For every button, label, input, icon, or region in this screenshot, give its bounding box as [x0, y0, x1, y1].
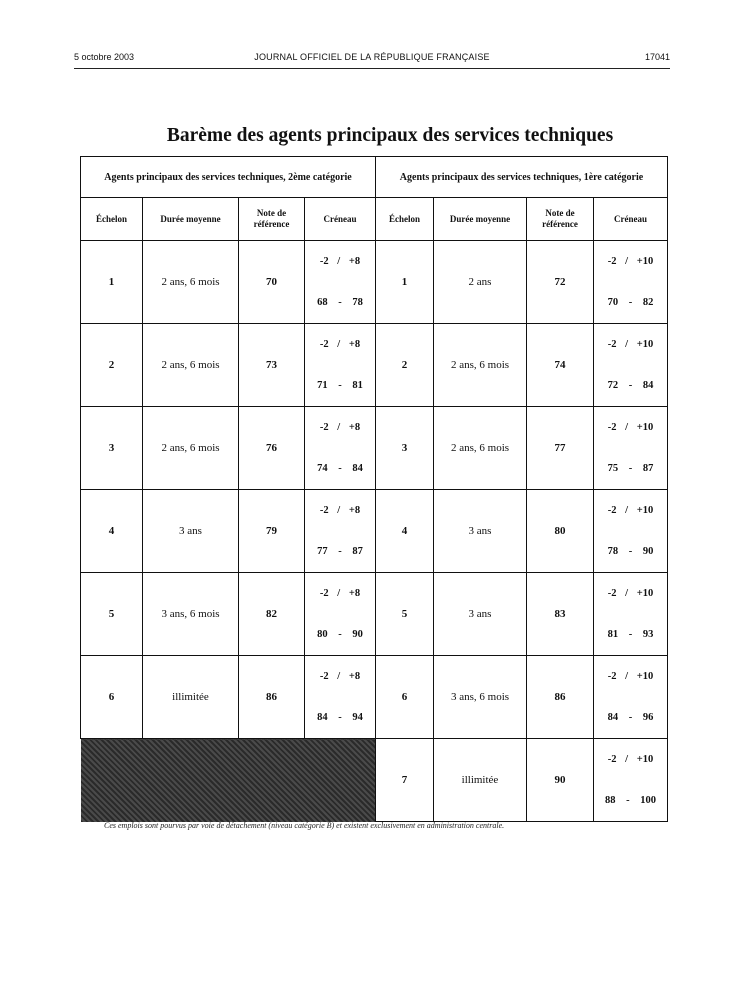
echelon-cell: 5 — [376, 573, 434, 656]
category-row — [81, 157, 668, 198]
note-cell: 82 — [239, 573, 305, 656]
creneau-range: -2 / +8 — [319, 339, 361, 350]
duree-cell: 3 ans — [434, 490, 527, 573]
table-row — [81, 490, 668, 573]
duree-cell: 3 ans — [143, 490, 239, 573]
creneau-range: -2 / +10 — [607, 256, 654, 267]
col-echelon-right: Échelon — [376, 198, 434, 241]
creneau-range: -2 / +10 — [607, 422, 654, 433]
creneau-cell — [594, 573, 668, 656]
creneau-cell — [594, 324, 668, 407]
echelon-cell: 3 — [376, 407, 434, 490]
creneau-bounds: 81 - 93 — [607, 629, 654, 640]
duree-cell: illimitée — [434, 739, 527, 822]
duree-cell: 2 ans, 6 mois — [143, 407, 239, 490]
creneau-cell — [305, 490, 376, 573]
echelon-cell: 6 — [376, 656, 434, 739]
echelon-cell: 6 — [81, 656, 143, 739]
creneau-cell — [305, 573, 376, 656]
creneau-cell — [305, 241, 376, 324]
creneau-bounds: 84 - 94 — [317, 712, 363, 723]
note-cell: 86 — [239, 656, 305, 739]
redacted-block — [81, 739, 376, 822]
category-left: Agents principaux des services techniques, 2ème catégorie — [81, 157, 376, 198]
table-row — [81, 573, 668, 656]
category-right: Agents principaux des services techniques, 1ère catégorie — [376, 157, 668, 198]
duree-cell: 2 ans, 6 mois — [434, 324, 527, 407]
creneau-range: -2 / +8 — [319, 422, 361, 433]
col-duree-right: Durée moyenne — [434, 198, 527, 241]
page-header — [74, 52, 670, 66]
creneau-bounds: 78 - 90 — [607, 546, 654, 557]
column-header-row — [81, 198, 668, 241]
echelon-cell: 1 — [81, 241, 143, 324]
table-row — [81, 241, 668, 324]
creneau-range: -2 / +10 — [607, 505, 654, 516]
duree-cell: 3 ans, 6 mois — [434, 656, 527, 739]
header-journal: JOURNAL OFFICIEL DE LA RÉPUBLIQUE FRANÇAISE — [254, 52, 490, 62]
duree-cell: 2 ans, 6 mois — [434, 407, 527, 490]
header-page-number: 17041 — [644, 52, 670, 62]
header-date: 5 octobre 2003 — [74, 52, 135, 62]
creneau-cell — [305, 324, 376, 407]
creneau-range: -2 / +8 — [319, 671, 361, 682]
note-cell: 73 — [239, 324, 305, 407]
col-note-right: Note de référence — [527, 198, 594, 241]
duree-cell: 2 ans, 6 mois — [143, 241, 239, 324]
creneau-bounds: 71 - 81 — [317, 380, 363, 391]
creneau-cell — [594, 490, 668, 573]
creneau-range: -2 / +10 — [607, 339, 654, 350]
note-cell: 72 — [527, 241, 594, 324]
creneau-bounds: 80 - 90 — [317, 629, 363, 640]
note-cell: 83 — [527, 573, 594, 656]
footnote: Ces emplois sont pourvus par voie de détachement (niveau catégorie B) et existent exclusivement en administration centrale. — [104, 821, 505, 830]
creneau-cell — [594, 656, 668, 739]
note-cell: 77 — [527, 407, 594, 490]
col-creneau-left: Créneau — [305, 198, 376, 241]
note-cell: 86 — [527, 656, 594, 739]
creneau-bounds: 74 - 84 — [317, 463, 363, 474]
bareme-table — [80, 156, 668, 822]
note-cell: 74 — [527, 324, 594, 407]
creneau-bounds: 70 - 82 — [607, 297, 654, 308]
col-creneau-right: Créneau — [594, 198, 668, 241]
note-cell: 79 — [239, 490, 305, 573]
duree-cell: 2 ans, 6 mois — [143, 324, 239, 407]
echelon-cell: 1 — [376, 241, 434, 324]
echelon-cell: 4 — [376, 490, 434, 573]
duree-cell: 3 ans — [434, 573, 527, 656]
echelon-cell: 5 — [81, 573, 143, 656]
duree-cell: 2 ans — [434, 241, 527, 324]
duree-cell: 3 ans, 6 mois — [143, 573, 239, 656]
col-echelon-left: Échelon — [81, 198, 143, 241]
echelon-cell: 2 — [81, 324, 143, 407]
creneau-cell — [305, 407, 376, 490]
document-title: Barème des agents principaux des services techniques — [166, 125, 614, 146]
table-row — [81, 407, 668, 490]
col-note-left: Note de référence — [239, 198, 305, 241]
echelon-cell: 3 — [81, 407, 143, 490]
table-body — [81, 157, 668, 822]
note-cell: 80 — [527, 490, 594, 573]
creneau-range: -2 / +10 — [607, 671, 654, 682]
creneau-cell — [594, 407, 668, 490]
creneau-range: -2 / +8 — [319, 588, 361, 599]
creneau-bounds: 68 - 78 — [317, 297, 363, 308]
creneau-cell — [305, 656, 376, 739]
echelon-cell: 4 — [81, 490, 143, 573]
creneau-range: -2 / +10 — [607, 754, 654, 765]
creneau-cell — [594, 739, 668, 822]
creneau-bounds: 84 - 96 — [607, 712, 654, 723]
creneau-cell — [594, 241, 668, 324]
note-cell: 70 — [239, 241, 305, 324]
header-rule — [74, 68, 670, 69]
table-row — [81, 656, 668, 739]
creneau-bounds: 75 - 87 — [607, 463, 654, 474]
note-cell: 76 — [239, 407, 305, 490]
table-row — [81, 324, 668, 407]
duree-cell: illimitée — [143, 656, 239, 739]
creneau-range: -2 / +8 — [319, 256, 361, 267]
note-cell: 90 — [527, 739, 594, 822]
creneau-bounds: 77 - 87 — [317, 546, 363, 557]
echelon-cell: 2 — [376, 324, 434, 407]
creneau-range: -2 / +8 — [319, 505, 361, 516]
creneau-bounds: 88 - 100 — [605, 795, 656, 806]
col-duree-left: Durée moyenne — [143, 198, 239, 241]
creneau-range: -2 / +10 — [607, 588, 654, 599]
creneau-bounds: 72 - 84 — [607, 380, 654, 391]
table-row — [81, 739, 668, 822]
echelon-cell: 7 — [376, 739, 434, 822]
